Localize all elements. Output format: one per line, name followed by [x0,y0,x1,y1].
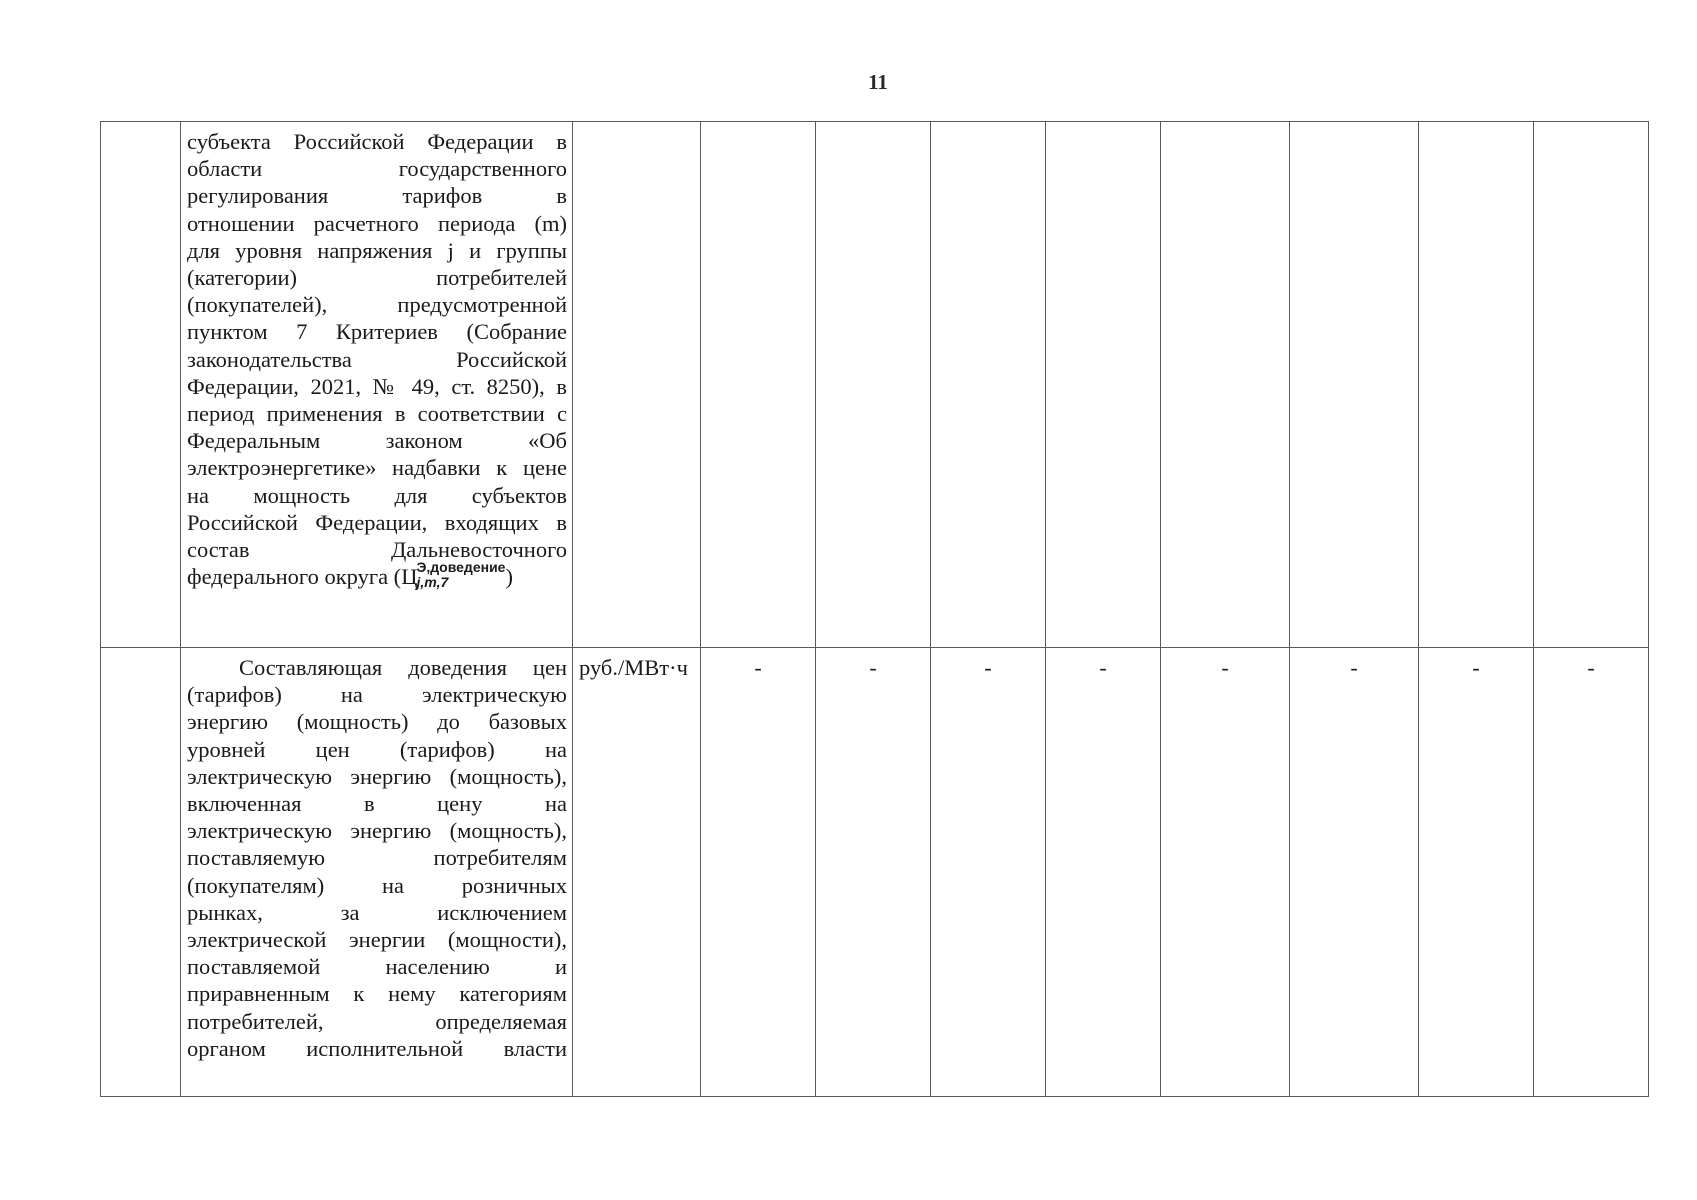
description-line: (покупателям) на розничных [187,872,567,898]
row-number-cell [101,122,181,648]
formula-subscript: j,m,7 [416,574,449,591]
description-line: пунктом 7 Критериев (Собрание [187,319,567,345]
description-line: электрическую энергию (мощность), [187,818,567,844]
formula-superscript: Э,доведение [416,559,506,576]
description-line: для уровня напряжения j и группы [187,237,567,263]
value-cell [1046,648,1161,1097]
description-line: состав Дальневосточного [187,537,567,563]
description-line: электрическую энергию (мощность), [187,763,567,789]
description-line: Российской Федерации, входящих в [187,509,567,535]
value-dash: - [984,655,992,680]
value-cell [1161,648,1290,1097]
page-number: 11 [868,70,888,94]
indicator-description-cell [181,648,573,1097]
description-line: электрической энергии (мощности), [187,927,567,953]
value-dash: - [1587,655,1595,680]
description-line: отношении расчетного периода (m) [187,210,567,236]
description-line: энергию (мощность) до базовых [187,709,567,735]
description-line: поставляемой населению и [187,954,567,980]
description-line: рынках, за исключением [187,899,567,925]
description-line: субъекта Российской Федерации в [187,129,567,154]
value-dash: - [754,655,762,680]
value-dash: - [1221,655,1229,680]
description-line: Составляющая доведения цен [187,655,567,680]
formula-symbol: Ц [401,564,418,590]
description-line: (тарифов) на электрическую [187,682,567,708]
value-dash: - [1099,655,1107,680]
description-line: (категории) потребителей [187,265,567,291]
value-dash: - [869,655,877,680]
description-line: поставляемую потребителям [187,845,567,871]
description-line: на мощность для субъектов [187,482,567,508]
value-cell [1534,122,1649,648]
tariff-table [100,121,1649,1097]
description-line: регулирования тарифов в [187,183,567,209]
formula-indices [416,560,505,590]
description-line: уровней цен (тарифов) на [187,736,567,762]
value-cell [1419,122,1534,648]
formula-prefix: федерального округа ( [187,564,402,590]
description-line: законодательства Российской [187,346,567,372]
description-line: Федеральным законом «Об [187,428,567,454]
description-line: включенная в цену на [187,791,567,817]
description-line: приравненным к нему категориям [187,981,567,1007]
value-cell [1046,122,1161,648]
description-line: органом исполнительной власти [187,1035,567,1061]
indicator-description-cell [181,122,573,648]
value-cell [816,648,931,1097]
value-cell [1290,122,1419,648]
unit-cell [573,122,701,648]
description-line: области государственного [187,156,567,182]
description-line: электроэнергетике» надбавки к цене [187,455,567,481]
value-cell [1290,648,1419,1097]
value-cell [701,648,816,1097]
row-number-cell [101,648,181,1097]
table-row [101,122,1649,648]
value-cell [1419,648,1534,1097]
value-cell [1534,648,1649,1097]
value-cell [931,122,1046,648]
value-dash: - [1350,655,1358,680]
value-cell [816,122,931,648]
description-line: период применения в соответствии с [187,401,567,427]
description-line: потребителей, определяемая [187,1008,567,1034]
value-cell [1161,122,1290,648]
description-line: (покупателей), предусмотренной [187,292,567,318]
description-line: Федерации, 2021, № 49, ст. 8250), в [187,373,567,399]
formula-suffix: ) [505,564,513,590]
value-cell [931,648,1046,1097]
value-cell [701,122,816,648]
value-dash: - [1472,655,1480,680]
formula-line [187,559,513,591]
unit-cell: руб./МВт·ч [573,648,701,1097]
table-row [101,648,1649,1097]
